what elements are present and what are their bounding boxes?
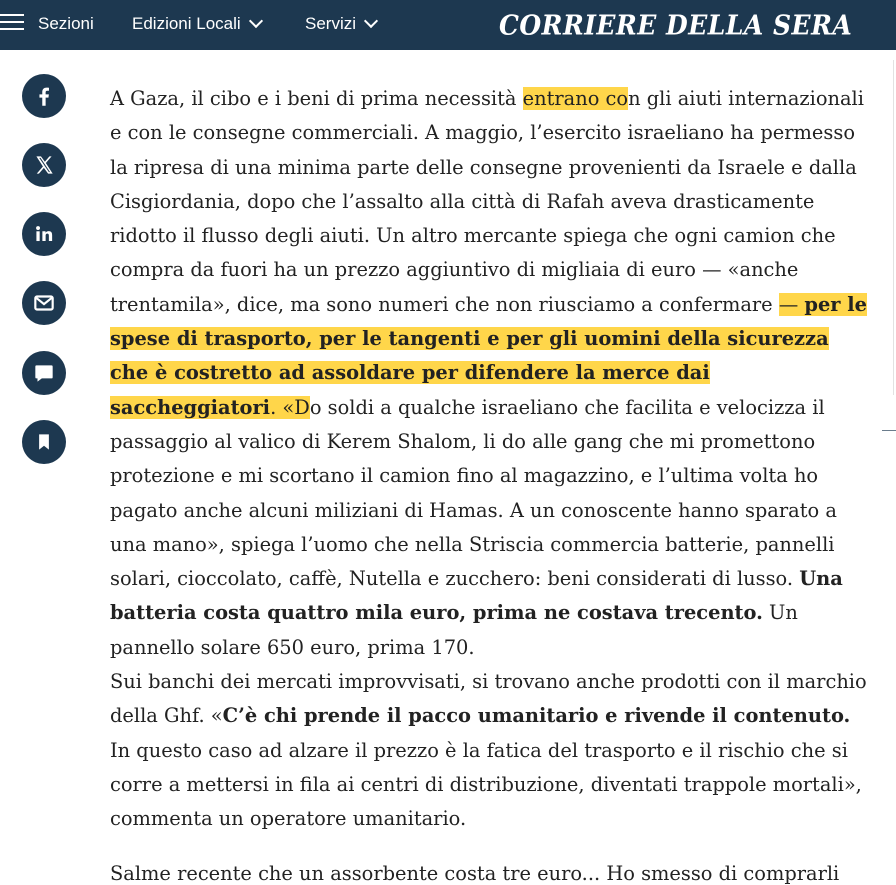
highlight-bold: accheggiatori — [120, 395, 271, 419]
comment-icon — [31, 360, 57, 386]
text: Sui banchi dei mercati improvvisati, si trovano anche prodotti con il marchio della Ghf. « — [110, 670, 867, 728]
article-paragraph — [110, 82, 870, 665]
services-dropdown[interactable] — [305, 14, 376, 34]
sidebar-divider — [893, 60, 894, 395]
email-icon — [31, 290, 57, 316]
services-label: Servizi — [305, 14, 357, 33]
highlight: — — [778, 292, 805, 316]
bookmark-icon — [31, 429, 57, 455]
local-editions-label: Edizioni Locali — [132, 14, 241, 33]
local-editions-dropdown[interactable] — [132, 14, 261, 34]
share-facebook-button[interactable] — [22, 74, 66, 118]
site-logo[interactable]: CORRIERE DELLA SERA — [499, 9, 853, 41]
hamburger-menu-icon[interactable] — [0, 14, 24, 34]
bold-text: C’è chi prende il pacco umanitario e rivende il contenuto. — [222, 704, 851, 728]
linkedin-icon — [31, 221, 57, 247]
facebook-icon — [31, 83, 57, 109]
sidebar-rule — [882, 430, 896, 431]
highlight-bold: per le spese di trasporto, per le tangenti e per gli uomini della sicurezza che è costretto ad assoldare per difendere la merce dai s — [110, 292, 867, 419]
bold-text: Una batteria costa quattro mila euro, prima ne costava trecento. — [110, 567, 843, 625]
text: A Gaza, il cibo e i beni di prima necessità — [110, 87, 523, 110]
text: n gli aiuti internazionali e con le consegne commerciali. A maggio, l’esercito israeliano ha permesso la ripresa di una minima parte delle consegne provenienti da Israele e dalla Cisgiordania, dopo che l’assalto alla città di Rafah aveva drasticamente ridotto il flusso degli aiuti. Un altro mercante spiega che ogni camion che compra da fuori ha un prezzo aggiuntivo di migliaia di euro — «anche trentamila», dice, ma sono numeri che non riusciamo a confermare — [110, 87, 864, 316]
article-body — [110, 82, 870, 837]
comment-button[interactable] — [22, 351, 66, 395]
share-email-button[interactable] — [22, 281, 66, 325]
article-paragraph — [110, 665, 870, 836]
top-navigation-bar — [0, 0, 896, 50]
text: Un pannello solare 650 euro, prima 170. — [110, 601, 798, 659]
share-x-button[interactable] — [22, 143, 66, 187]
share-linkedin-button[interactable] — [22, 212, 66, 256]
chevron-down-icon — [364, 14, 378, 28]
text: In questo caso ad alzare il prezzo è la fatica del trasporto e il rischio che si corre a mettersi in fila ai centri di distribuzione, diventati trappole mortali», commenta un operatore umanitario. — [110, 738, 862, 831]
highlight: entrano co — [522, 87, 629, 110]
text: o soldi a qualche israeliano che facilita e velocizza il passaggio al valico di Kerem Shalom, li do alle gang che mi promettono protezione e mi scortano il camion fino al magazzino, e l’ultima volta ho pagato anche alcuni miliziani di Hamas. A un conoscente hanno sparato a una mano», spiega l’uomo che nella Striscia commercia batterie, pannelli solari, cioccolato, caffè, Nutella e zucchero: beni considerati di lusso. — [110, 395, 837, 591]
x-icon — [31, 152, 57, 178]
bookmark-button[interactable] — [22, 420, 66, 464]
cut-off-paragraph: Salme recente che un assorbente costa tre euro... Ho smesso di comprarli — [110, 862, 840, 885]
chevron-down-icon — [249, 14, 263, 28]
sections-menu-button[interactable]: Sezioni — [38, 14, 94, 33]
highlight: . «D — [270, 395, 310, 419]
